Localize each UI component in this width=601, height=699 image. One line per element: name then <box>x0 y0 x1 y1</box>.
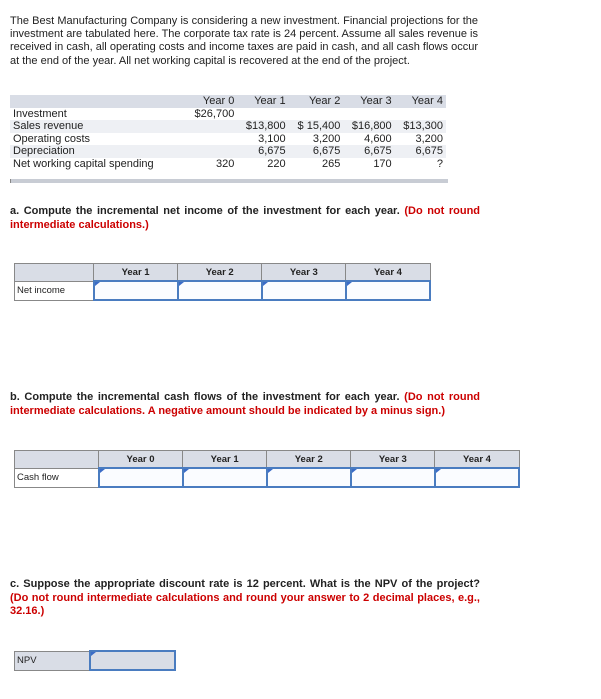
row-label: Net working capital spending <box>13 157 154 170</box>
row-label: Cash flow <box>15 468 99 487</box>
table-row <box>10 145 446 158</box>
net-income-year1-input[interactable] <box>94 281 178 300</box>
question-text: a. Compute the incremental net income of the investment for each year. <box>10 205 400 217</box>
problem-statement: The Best Manufacturing Company is considering a new investment. Financial projections for the investment are tabulated here. The corporate tax rate is 24 percent. Assume all sales revenue is received in cash, all operating costs and income taxes are paid in cash, and all cash flows occur at the end of the year. All net working capital is recovered at the end of the project. <box>10 15 478 67</box>
cell: 6,675 <box>289 145 344 158</box>
header-cell: Year 0 <box>186 95 237 108</box>
cash-flow-year3-input[interactable] <box>351 468 435 487</box>
question-b <box>10 391 480 418</box>
cell: 4,600 <box>364 132 392 145</box>
projection-table <box>10 95 446 170</box>
corner-cell <box>15 451 99 469</box>
table-footer-bar <box>10 179 448 183</box>
corner-cell <box>15 264 94 282</box>
header-cell: Year 3 <box>351 451 435 469</box>
header-cell: Year 1 <box>237 95 288 108</box>
question-text: b. Compute the incremental cash flows of the investment for each year. <box>10 391 400 403</box>
cell: $13,800 <box>237 120 288 133</box>
row-label: Sales revenue <box>10 120 186 133</box>
cell: 320 <box>215 157 235 170</box>
header-cell: Year 1 <box>94 264 178 282</box>
net-income-table <box>14 263 431 301</box>
header-cell: Year 2 <box>178 264 262 282</box>
cell: 3,200 <box>415 132 443 145</box>
cell: 3,200 <box>312 132 341 145</box>
cell <box>343 108 394 121</box>
table-row <box>10 133 446 146</box>
row-label: NPV <box>15 651 91 670</box>
net-income-year3-input[interactable] <box>262 281 346 300</box>
header-cell: Year 4 <box>395 95 446 108</box>
cell <box>186 133 237 146</box>
cash-flow-year0-input[interactable] <box>99 468 183 487</box>
header-cell <box>10 95 186 108</box>
cell: ? <box>436 157 443 170</box>
cash-flow-year4-input[interactable] <box>435 468 519 487</box>
header-cell: Year 4 <box>435 451 519 469</box>
question-a <box>10 205 480 232</box>
cell: 265 <box>322 157 341 170</box>
row-label: Operating costs <box>13 132 91 145</box>
question-note: (Do not round intermediate calculations.) <box>10 205 481 231</box>
row-label: Investment <box>13 107 67 120</box>
row-label: Depreciation <box>10 145 186 158</box>
question-c <box>10 578 480 619</box>
cell: 170 <box>373 157 392 170</box>
table-row <box>10 108 446 121</box>
cell: $26,700 <box>194 107 235 120</box>
cash-flow-table <box>14 450 520 488</box>
header-row <box>10 95 446 108</box>
cell: $16,800 <box>343 120 394 133</box>
question-text: c. Suppose the appropriate discount rate is 12 percent. What is the NPV of the project? <box>10 578 480 590</box>
cell: $ 15,400 <box>289 120 344 133</box>
header-cell: Year 2 <box>289 95 344 108</box>
cell: 6,675 <box>237 145 288 158</box>
cell: $13,300 <box>395 120 446 133</box>
net-income-year4-input[interactable] <box>346 281 430 300</box>
cash-flow-year1-input[interactable] <box>183 468 267 487</box>
cell <box>186 145 237 158</box>
cell: 6,675 <box>395 145 446 158</box>
header-cell: Year 2 <box>267 451 351 469</box>
question-note: (Do not round intermediate calculations and round your answer to 2 decimal places, e.g., 32.16.) <box>10 591 480 617</box>
cell <box>289 108 344 121</box>
npv-table <box>14 650 176 671</box>
cash-flow-year2-input[interactable] <box>267 468 351 487</box>
table-row <box>10 120 446 133</box>
cell: 220 <box>267 157 286 170</box>
table-row <box>10 158 446 171</box>
net-income-year2-input[interactable] <box>178 281 262 300</box>
cell: 6,675 <box>343 145 394 158</box>
cell <box>186 120 237 133</box>
row-label: Net income <box>15 281 94 300</box>
header-cell: Year 0 <box>99 451 183 469</box>
question-note: (Do not round intermediate calculations. A negative amount should be indicated by a minus sign.) <box>10 391 481 417</box>
cell <box>237 108 288 121</box>
header-cell: Year 1 <box>183 451 267 469</box>
header-cell: Year 3 <box>262 264 346 282</box>
header-cell: Year 3 <box>343 95 394 108</box>
npv-input[interactable] <box>90 651 175 670</box>
cell: 3,100 <box>258 132 286 145</box>
header-cell: Year 4 <box>346 264 430 282</box>
cell <box>395 108 446 121</box>
